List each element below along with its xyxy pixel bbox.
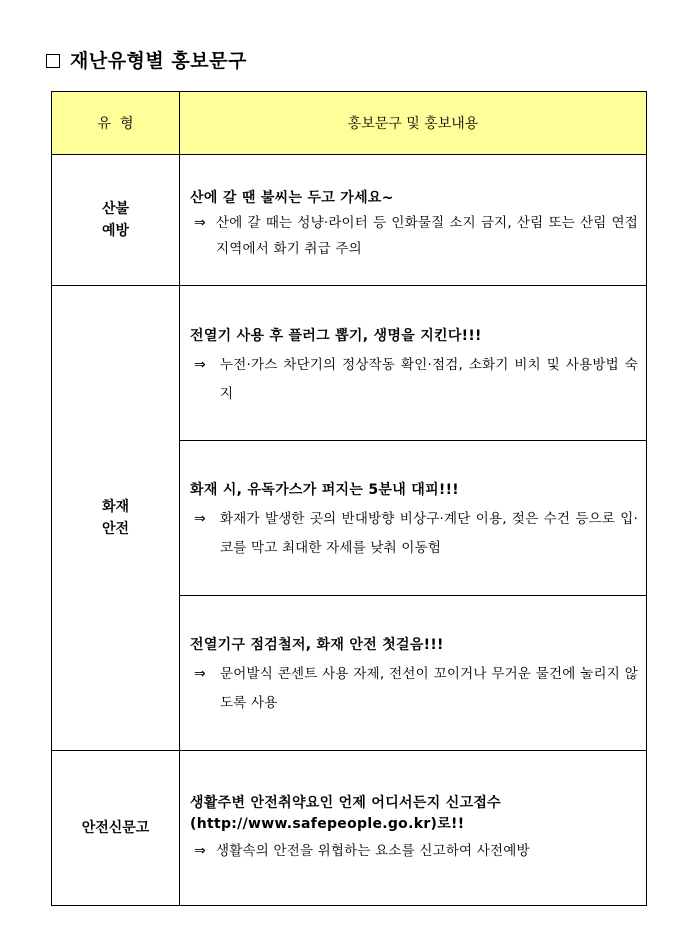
type-label-line: 산불 <box>101 201 130 217</box>
page-title <box>46 46 247 73</box>
slogan-text: 화재 시, 유독가스가 퍼지는 5분내 대피!!! <box>190 482 459 498</box>
checkbox-square-icon <box>46 54 60 68</box>
double-arrow-icon: ⇒ <box>194 215 206 231</box>
table-row <box>52 751 647 906</box>
table-header-row <box>52 92 647 155</box>
slogan-text: 산에 갈 땐 불씨는 두고 가세요~ <box>190 190 394 206</box>
detail-block <box>190 660 638 718</box>
slogan-text: 전열기구 점검철저, 화재 안전 첫걸음!!! <box>190 637 444 653</box>
double-arrow-icon: ⇒ <box>194 843 206 859</box>
detail-text: 생활속의 안전을 위협하는 요소를 신고하여 사전예방 <box>216 843 530 859</box>
detail-text: 문어발식 콘센트 사용 자제, 전선이 꼬이거나 무거운 물건에 눌리지 않도록 사용 <box>220 666 638 711</box>
detail-text: 누전·가스 차단기의 정상작동 확인·점검, 소화기 비치 및 사용방법 숙지 <box>220 357 638 402</box>
type-cell-forest-fire <box>52 155 180 286</box>
table-row <box>52 155 647 286</box>
header-content: 홍보문구 및 홍보내용 <box>180 92 647 155</box>
detail-text: 산에 갈 때는 성냥·라이터 등 인화물질 소지 금지, 산림 또는 산림 연접 지역에서 화기 취급 주의 <box>216 215 638 257</box>
content-cell <box>180 596 647 751</box>
type-cell-fire-safety <box>52 286 180 751</box>
detail-block <box>190 837 638 866</box>
page-title-text: 재난유형별 홍보문구 <box>70 50 247 72</box>
detail-block <box>190 505 638 563</box>
table-row <box>52 286 647 441</box>
double-arrow-icon: ⇒ <box>194 357 206 373</box>
double-arrow-icon: ⇒ <box>194 511 206 527</box>
double-arrow-icon: ⇒ <box>194 666 206 682</box>
detail-block <box>190 210 638 262</box>
content-cell <box>180 751 647 906</box>
header-type: 유 형 <box>52 92 180 155</box>
type-cell-safety-report <box>52 751 180 906</box>
type-label-line: 안전신문고 <box>81 820 150 836</box>
content-cell <box>180 286 647 441</box>
type-label-line: 안전 <box>101 521 130 537</box>
type-label-line: 예방 <box>101 223 130 239</box>
content-cell <box>180 441 647 596</box>
promo-table <box>51 91 647 906</box>
detail-block <box>190 351 638 409</box>
detail-text: 화재가 발생한 곳의 반대방향 비상구·계단 이용, 젖은 수건 등으로 입·코를 막고 최대한 자세를 낮춰 이동험 <box>220 511 638 556</box>
type-label-line: 화재 <box>101 499 130 515</box>
slogan-url-text: (http://www.safepeople.go.kr)로!! <box>190 816 465 832</box>
slogan-text: 생활주변 안전취약요인 언제 어디서든지 신고접수 <box>190 795 501 811</box>
slogan-text: 전열기 사용 후 플러그 뽑기, 생명을 지킨다!!! <box>190 328 482 344</box>
content-cell <box>180 155 647 286</box>
